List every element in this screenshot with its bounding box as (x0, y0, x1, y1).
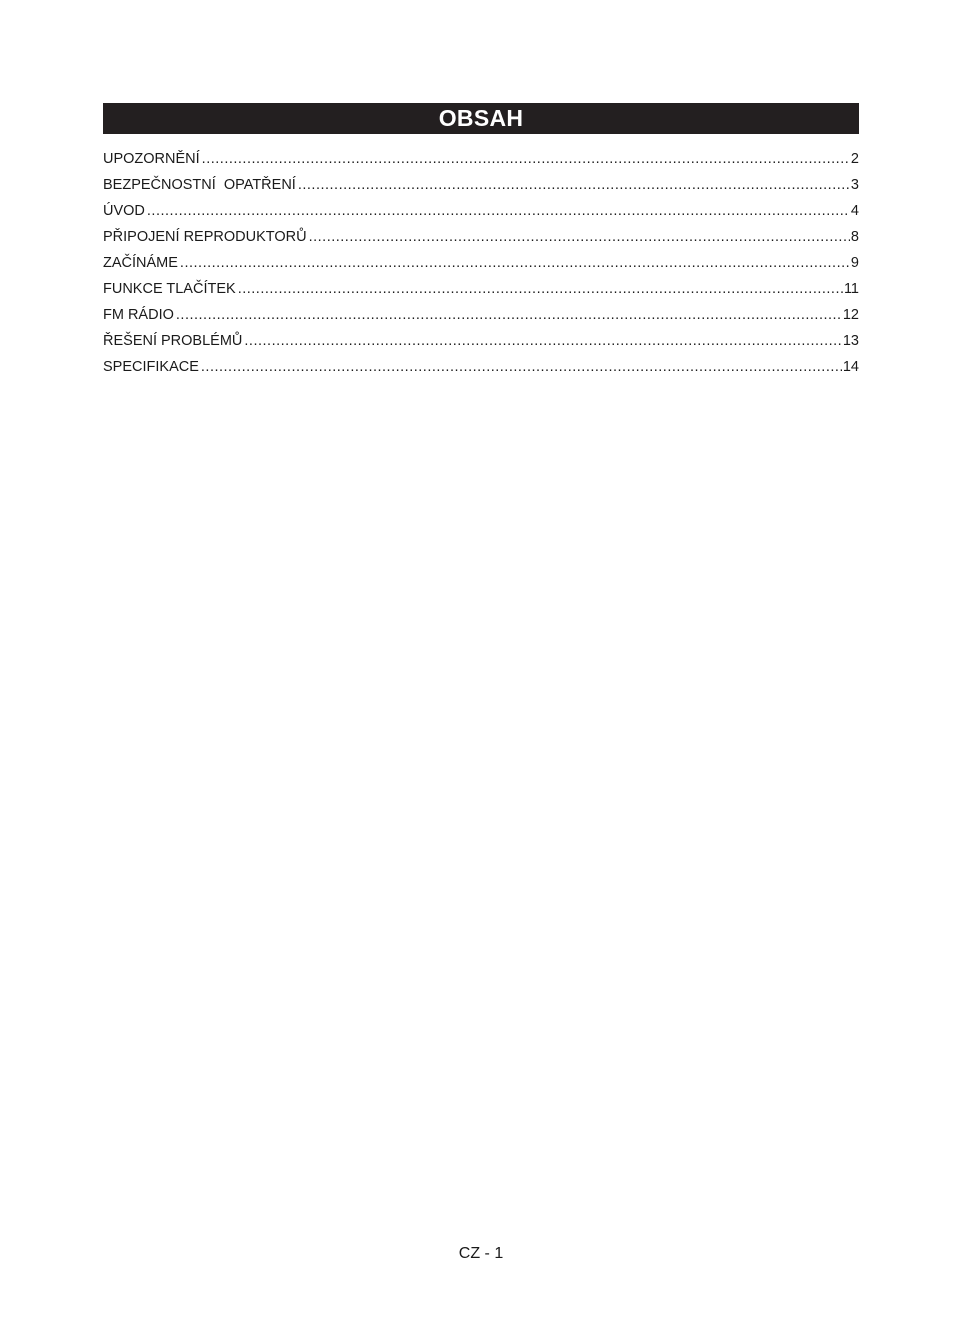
toc-entry-label: FUNKCE TLAČÍTEK (103, 281, 236, 297)
toc-entry-label: ÚVOD (103, 203, 145, 219)
toc-leader-dots (201, 354, 842, 380)
table-of-contents (103, 146, 859, 380)
toc-entry[interactable] (103, 276, 859, 302)
toc-leader-dots (147, 198, 850, 224)
toc-entry-page: 9 (850, 255, 859, 271)
toc-entry[interactable] (103, 250, 859, 276)
toc-entry-label: PŘIPOJENÍ REPRODUKTORŮ (103, 229, 307, 245)
toc-leader-dots (180, 250, 850, 276)
toc-entry[interactable] (103, 146, 859, 172)
toc-entry-page: 13 (842, 333, 859, 349)
toc-entry-page: 12 (842, 307, 859, 323)
page-title: OBSAH (438, 105, 524, 131)
toc-entry[interactable] (103, 354, 859, 380)
toc-entry-page: 8 (850, 229, 859, 245)
title-bar (103, 103, 859, 134)
toc-leader-dots (244, 328, 841, 354)
toc-entry[interactable] (103, 328, 859, 354)
toc-entry-label: ZAČÍNÁME (103, 255, 178, 271)
toc-entry[interactable] (103, 172, 859, 198)
toc-entry-label: FM RÁDIO (103, 307, 174, 323)
toc-entry-page: 11 (843, 281, 859, 297)
toc-entry-page: 14 (842, 359, 859, 375)
toc-leader-dots (238, 276, 843, 302)
toc-leader-dots (176, 302, 842, 328)
page-number: CZ - 1 (458, 1245, 504, 1262)
toc-entry-page: 4 (850, 203, 859, 219)
toc-entry[interactable] (103, 224, 859, 250)
toc-leader-dots (298, 172, 850, 198)
toc-entry[interactable] (103, 302, 859, 328)
toc-entry-label: UPOZORNĚNÍ (103, 151, 200, 167)
toc-leader-dots (309, 224, 850, 250)
toc-entry-page: 2 (850, 151, 859, 167)
toc-entry[interactable] (103, 198, 859, 224)
toc-entry-label: ŘEŠENÍ PROBLÉMŮ (103, 333, 243, 349)
toc-entry-label: SPECIFIKACE (103, 359, 199, 375)
toc-entry-page: 3 (850, 177, 859, 193)
toc-leader-dots (202, 146, 850, 172)
toc-entry-label: BEZPEČNOSTNÍ OPATŘENÍ (103, 177, 296, 193)
